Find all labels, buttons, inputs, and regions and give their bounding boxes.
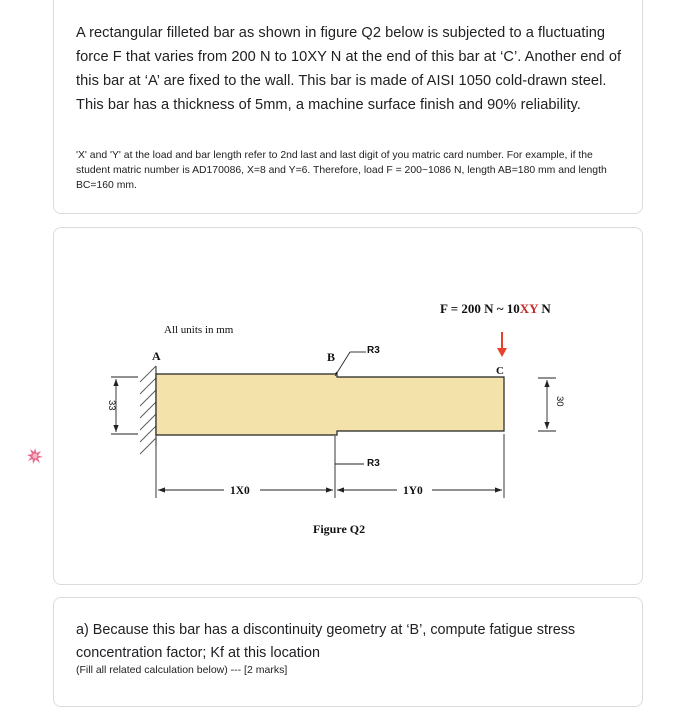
filleted-bar: [156, 372, 504, 435]
force-xy: XY: [519, 301, 539, 316]
point-a-label: A: [152, 349, 161, 363]
figure-q2: [54, 228, 644, 586]
part-a-title: a) Because this bar has a discontinuity geometry at ‘B’, compute fatigue stress concentration factor; Kf at this location: [76, 622, 576, 661]
part-a-note: (Fill all related calculation below) --- [2 marks]: [76, 664, 288, 676]
height-right-label: 30: [554, 396, 565, 407]
figure-caption: Figure Q2: [313, 522, 366, 536]
force-label: F = 200 N ~ 10XY N: [440, 301, 551, 316]
figure-card: [53, 227, 643, 585]
units-note: All units in mm: [164, 324, 234, 336]
question-description: 'X' and 'Y' at the load and bar length refer to 2nd last and last digit of you matric card number. For example, if the student matric number is AD170086, X=8 and Y=6. Therefore, load F = 200~1086 N, length AB=180 mm and length BC=160 mm.: [76, 150, 607, 191]
height-left-label: 33: [106, 400, 117, 411]
part-a-card: [53, 597, 643, 707]
fillet-bottom-label: R3: [367, 458, 380, 469]
length-ab-label: 1X0: [230, 485, 250, 497]
fillet-top-label: R3: [367, 345, 380, 356]
force-arrowhead: [497, 348, 507, 357]
question-card: [53, 0, 643, 214]
point-c-label: C: [496, 365, 504, 377]
length-bc-label: 1Y0: [403, 485, 423, 497]
wall-hatch: [140, 366, 156, 454]
fillet-top-leader: [335, 352, 350, 376]
sparkle-icon: [26, 447, 44, 465]
question-title: A rectangular filleted bar as shown in figure Q2 below is subjected to a fluctuating force F that varies from 200 N to 10XY N at the end of this bar at ‘C’. Another end of this bar at ‘A’ are fixed to the wall. This bar is made of AISI 1050 cold-drawn steel. This bar has a thickness of 5mm, a machine surface finish and 90% reliability.: [76, 25, 622, 113]
point-b-label: B: [327, 350, 336, 364]
